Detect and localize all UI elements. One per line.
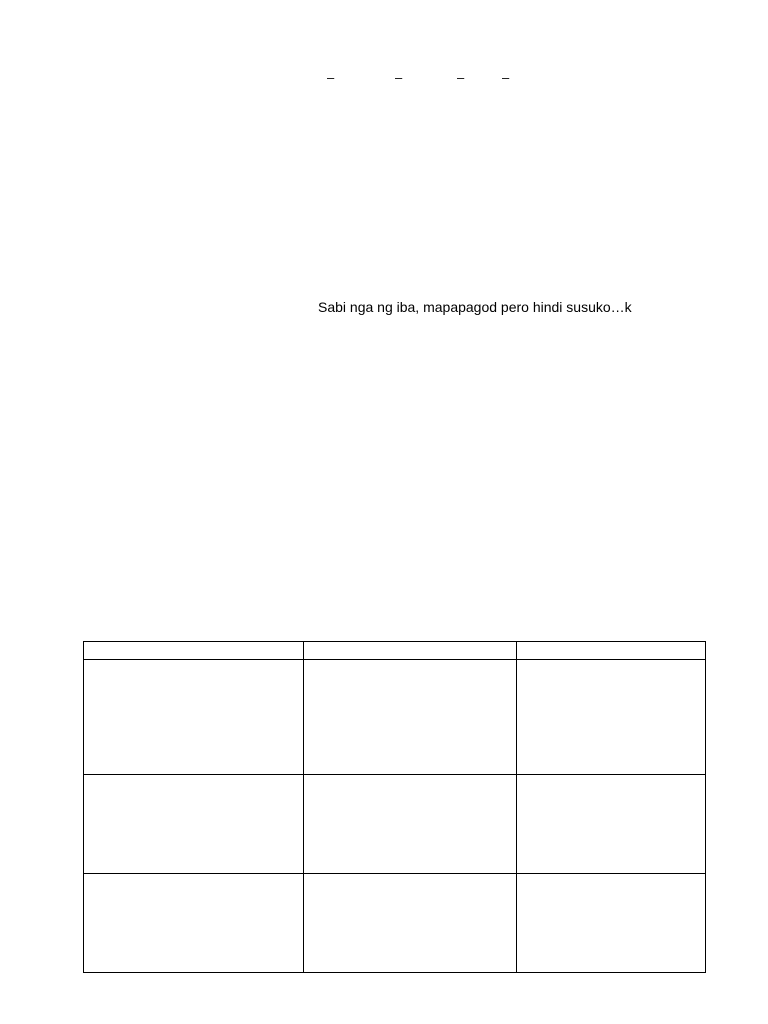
table-header-cell <box>304 642 517 660</box>
quote-text: Sabi nga ng iba, mapapagod pero hindi susuko…k <box>318 299 632 315</box>
table-cell <box>84 775 304 874</box>
table-cell <box>304 775 517 874</box>
table-cell <box>304 874 517 973</box>
table-cell <box>517 660 706 775</box>
table-cell <box>84 874 304 973</box>
table-cell <box>84 660 304 775</box>
table-cell <box>304 660 517 775</box>
header-dash-1: – <box>327 70 335 85</box>
table-cell <box>517 874 706 973</box>
table-row <box>84 660 706 775</box>
table-header-row <box>84 642 706 660</box>
table-row <box>84 775 706 874</box>
empty-table <box>83 641 706 973</box>
table-cell <box>517 775 706 874</box>
header-dash-2: – <box>395 70 403 85</box>
header-dash-4: – <box>502 70 510 85</box>
header-dash-3: – <box>457 70 465 85</box>
table-header-cell <box>517 642 706 660</box>
table-header-cell <box>84 642 304 660</box>
table-row <box>84 874 706 973</box>
